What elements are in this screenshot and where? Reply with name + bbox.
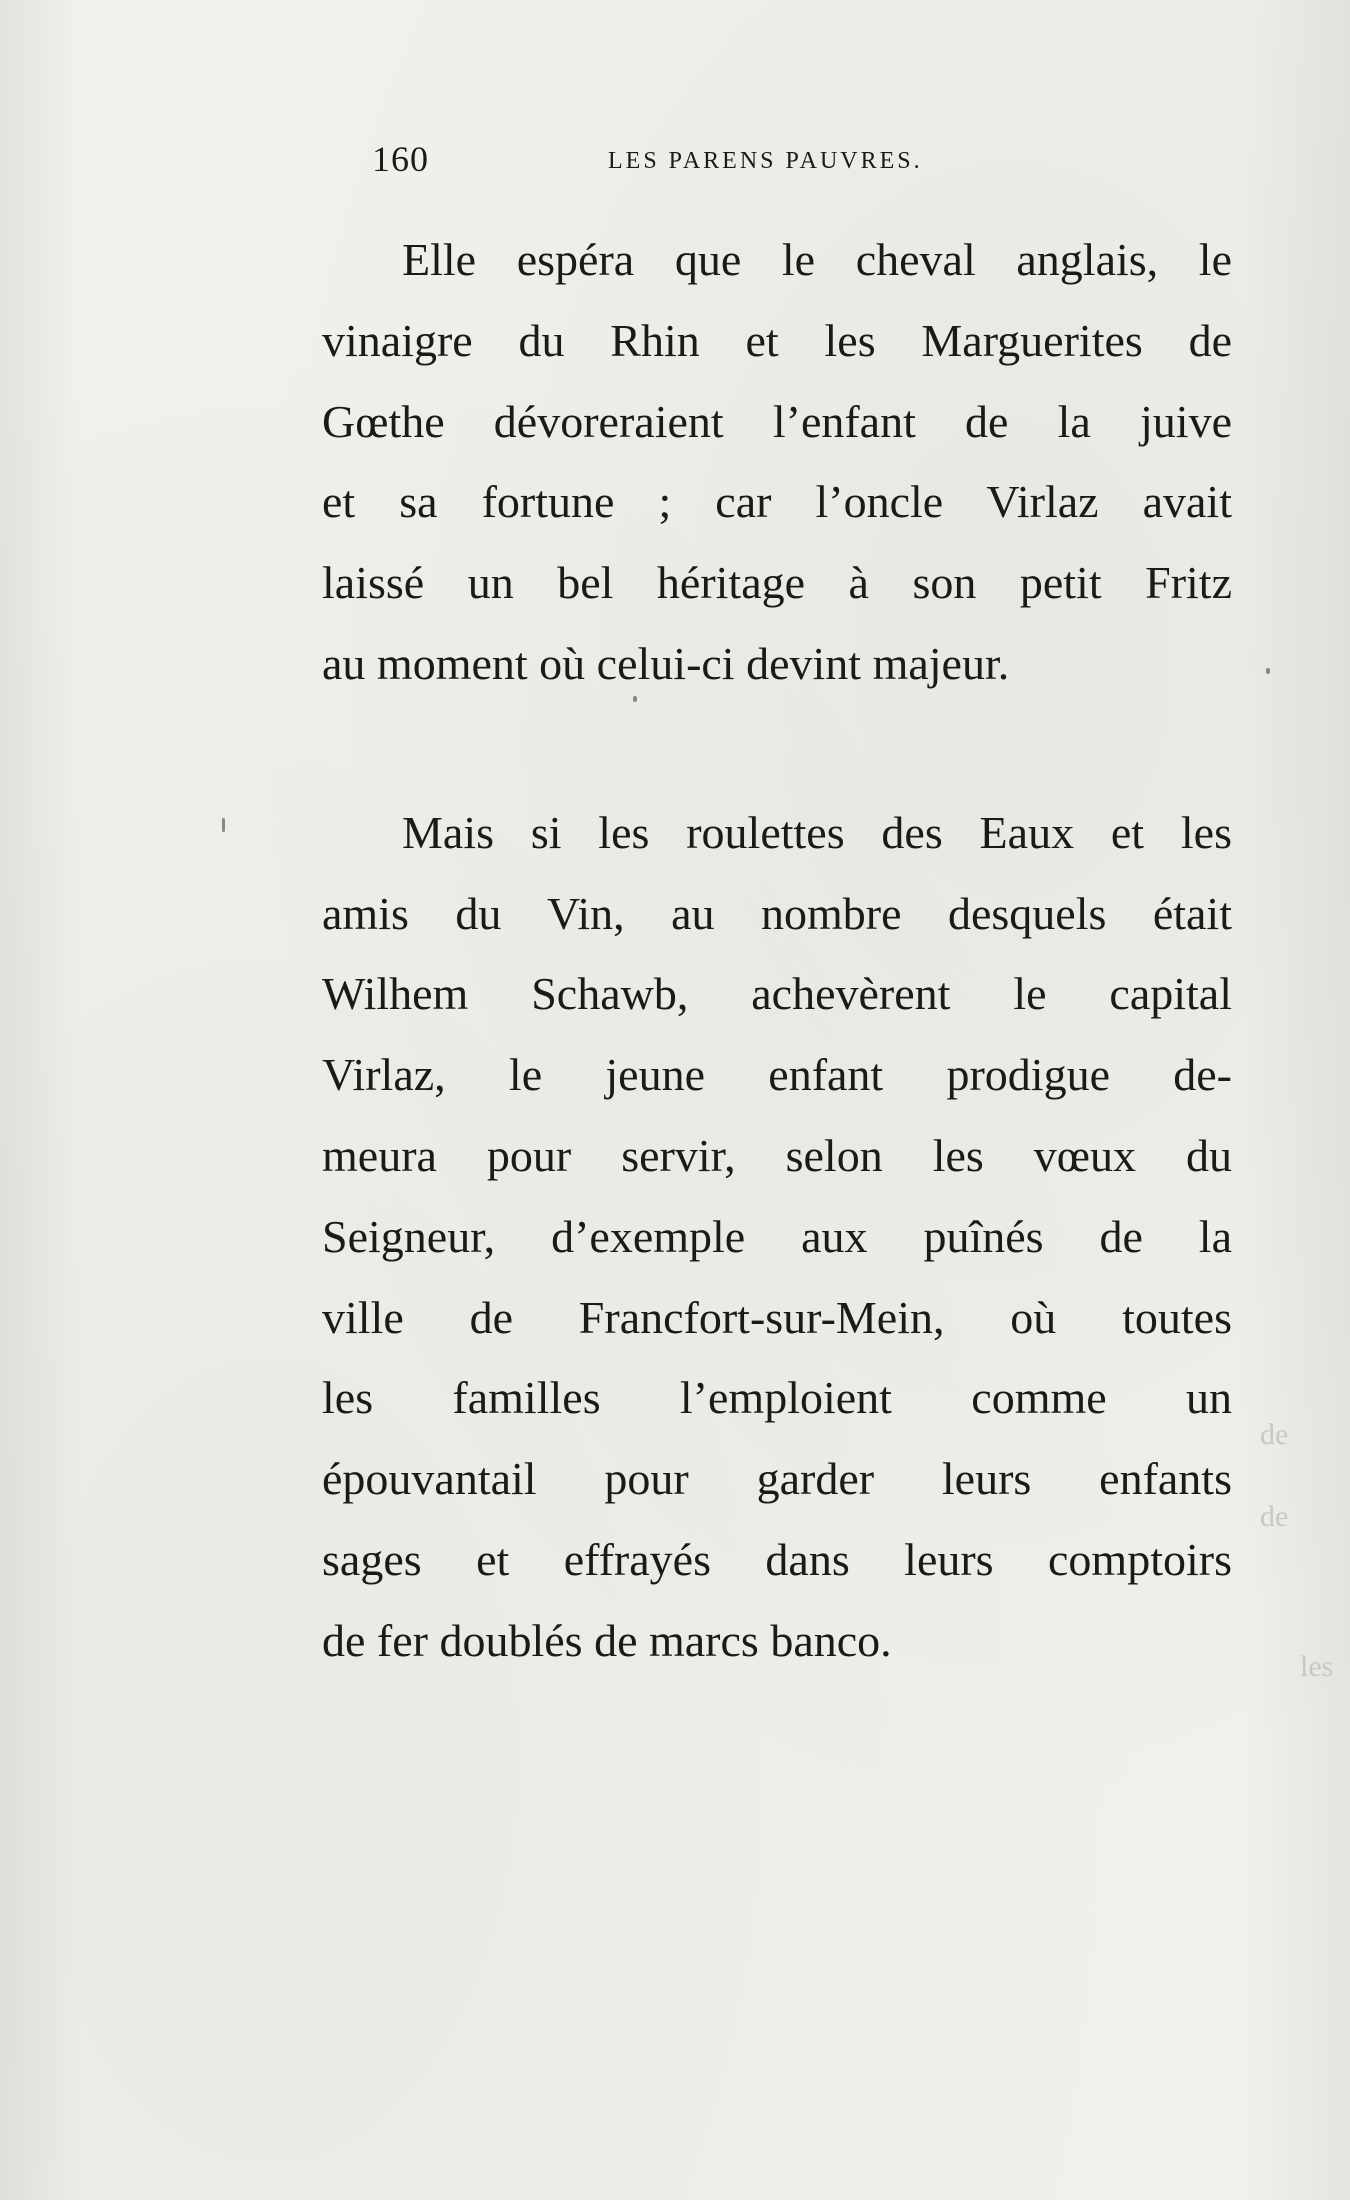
ink-speck bbox=[1266, 668, 1270, 674]
bleed-through-text: les bbox=[1300, 1650, 1334, 1683]
ink-speck bbox=[633, 696, 637, 702]
page-header bbox=[372, 138, 1032, 182]
text-line: Mais si les roulettes des Eaux et les bbox=[402, 806, 1232, 858]
text-line: au moment où celui-ci devint majeur. bbox=[322, 637, 1010, 689]
bleed-through-text: de bbox=[1260, 1500, 1289, 1533]
body-text bbox=[322, 220, 1232, 1682]
ink-speck bbox=[222, 818, 225, 832]
text-line: Gœthe dévoreraient l’enfant de la juive bbox=[322, 395, 1232, 447]
paragraph-2 bbox=[322, 793, 1232, 1682]
page-number: 160 bbox=[372, 139, 429, 179]
text-line: Seigneur, d’exemple aux puînés de la bbox=[322, 1210, 1232, 1262]
text-line: amis du Vin, au nombre desquels était bbox=[322, 887, 1232, 939]
text-line: épouvantail pour garder leurs enfants bbox=[322, 1453, 1232, 1505]
bleed-through-text: de bbox=[1260, 1418, 1289, 1451]
paragraph-1 bbox=[322, 220, 1232, 705]
text-line: vinaigre du Rhin et les Marguerites de bbox=[322, 314, 1232, 366]
text-line: de fer doublés de marcs banco. bbox=[322, 1614, 892, 1666]
text-line: meura pour servir, selon les vœux du bbox=[322, 1129, 1232, 1181]
text-line: Elle espéra que le cheval anglais, le bbox=[402, 234, 1232, 285]
text-line: Virlaz, le jeune enfant prodigue de- bbox=[322, 1049, 1232, 1101]
text-line: les familles l’emploient comme un bbox=[322, 1372, 1232, 1424]
text-line: laissé un bel héritage à son petit Fritz bbox=[322, 557, 1232, 609]
text-line: sages et effrayés dans leurs comptoirs bbox=[322, 1533, 1232, 1585]
running-title: LES PARENS PAUVRES. bbox=[608, 148, 923, 174]
text-line: Wilhem Schawb, achevèrent le capital bbox=[322, 968, 1232, 1020]
paragraph-gap bbox=[322, 705, 1232, 793]
text-line: ville de Francfort-sur-Mein, où toutes bbox=[322, 1291, 1232, 1343]
text-line: et sa fortune ; car l’oncle Virlaz avait bbox=[322, 476, 1232, 528]
